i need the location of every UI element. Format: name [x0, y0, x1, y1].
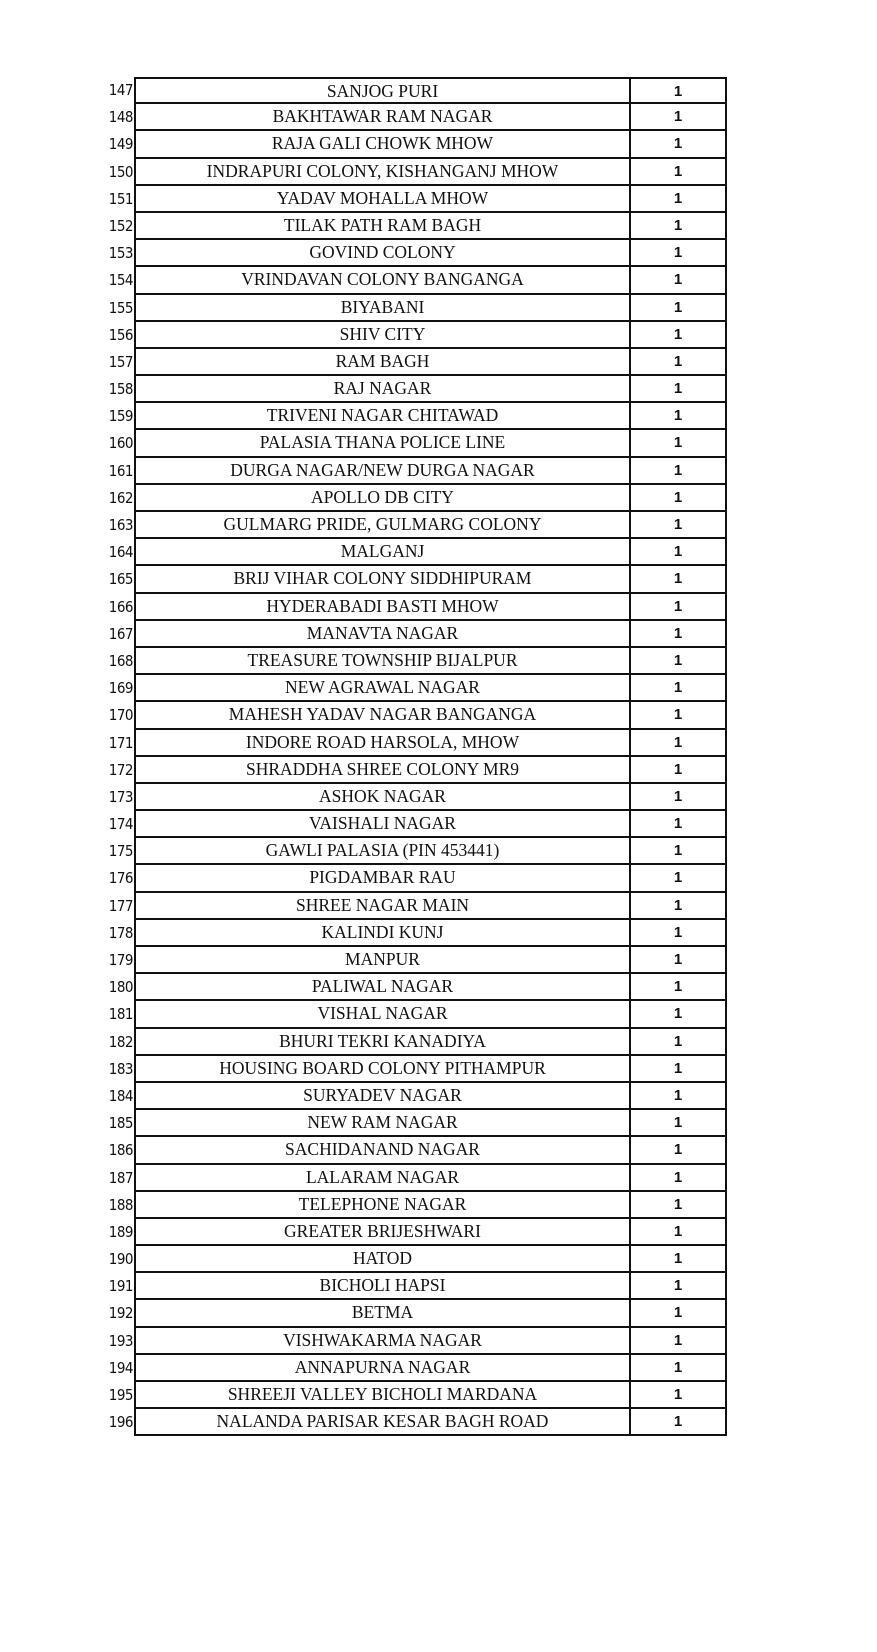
count-cell: 1 [631, 702, 727, 729]
count-cell: 1 [631, 131, 727, 158]
count-cell: 1 [631, 1355, 727, 1382]
count-cell: 1 [631, 947, 727, 974]
locality-cell: NALANDA PARISAR KESAR BAGH ROAD [134, 1409, 631, 1436]
count-cell: 1 [631, 1001, 727, 1028]
table-row [96, 1083, 727, 1110]
count-cell: 1 [631, 1110, 727, 1137]
row-number: 191 [108, 1277, 133, 1296]
row-number: 153 [108, 244, 133, 263]
table-row [96, 1328, 727, 1355]
row-number: 160 [108, 434, 133, 453]
row-number: 166 [108, 597, 133, 616]
count-cell: 1 [631, 811, 727, 838]
locality-cell: SANJOG PURI [134, 77, 631, 104]
row-number: 183 [108, 1059, 133, 1078]
table-row [96, 240, 727, 267]
locality-cell: NEW AGRAWAL NAGAR [134, 675, 631, 702]
row-number: 184 [108, 1086, 133, 1105]
count-cell: 1 [631, 594, 727, 621]
locality-cell: PIGDAMBAR RAU [134, 865, 631, 892]
table-row [96, 730, 727, 757]
locality-cell: GOVIND COLONY [134, 240, 631, 267]
count-cell: 1 [631, 1409, 727, 1436]
locality-cell: PALIWAL NAGAR [134, 974, 631, 1001]
row-number: 172 [108, 760, 133, 779]
row-number: 185 [108, 1114, 133, 1133]
table-row [96, 784, 727, 811]
table-row [96, 1219, 727, 1246]
table-row [96, 947, 727, 974]
table-row [96, 838, 727, 865]
count-cell: 1 [631, 974, 727, 1001]
row-number: 173 [108, 787, 133, 806]
locality-cell: MANPUR [134, 947, 631, 974]
locality-cell: SHREEJI VALLEY BICHOLI MARDANA [134, 1382, 631, 1409]
row-number: 176 [108, 869, 133, 888]
row-number: 150 [108, 162, 133, 181]
locality-cell: GULMARG PRIDE, GULMARG COLONY [134, 512, 631, 539]
table-row [96, 430, 727, 457]
count-cell: 1 [631, 1192, 727, 1219]
count-cell: 1 [631, 430, 727, 457]
table-row [96, 539, 727, 566]
row-number: 162 [108, 488, 133, 507]
count-cell: 1 [631, 1083, 727, 1110]
locality-cell: BAKHTAWAR RAM NAGAR [134, 104, 631, 131]
locality-cell: BETMA [134, 1300, 631, 1327]
table-row [96, 1001, 727, 1028]
count-cell: 1 [631, 675, 727, 702]
locality-cell: SURYADEV NAGAR [134, 1083, 631, 1110]
count-cell: 1 [631, 1056, 727, 1083]
locality-cell: MAHESH YADAV NAGAR BANGANGA [134, 702, 631, 729]
table-row [96, 1056, 727, 1083]
table-row [96, 893, 727, 920]
table-row [96, 1355, 727, 1382]
count-cell: 1 [631, 458, 727, 485]
count-cell: 1 [631, 1246, 727, 1273]
row-number: 187 [108, 1168, 133, 1187]
table-row [96, 621, 727, 648]
locality-cell: MANAVTA NAGAR [134, 621, 631, 648]
row-number: 149 [108, 135, 133, 154]
table-row [96, 566, 727, 593]
table-row [96, 1110, 727, 1137]
row-number: 151 [108, 189, 133, 208]
count-cell: 1 [631, 267, 727, 294]
row-number: 174 [108, 815, 133, 834]
table-row [96, 1382, 727, 1409]
count-cell: 1 [631, 376, 727, 403]
row-number: 175 [108, 842, 133, 861]
count-cell: 1 [631, 1300, 727, 1327]
locality-cell: SHIV CITY [134, 322, 631, 349]
row-number: 182 [108, 1032, 133, 1051]
locality-cell: BICHOLI HAPSI [134, 1273, 631, 1300]
locality-cell: VISHWAKARMA NAGAR [134, 1328, 631, 1355]
row-number: 189 [108, 1222, 133, 1241]
count-cell: 1 [631, 757, 727, 784]
table-row [96, 213, 727, 240]
count-cell: 1 [631, 512, 727, 539]
table-row [96, 865, 727, 892]
row-number: 188 [108, 1195, 133, 1214]
table-row [96, 675, 727, 702]
table-row [96, 159, 727, 186]
row-number: 194 [108, 1358, 133, 1377]
table-row [96, 1246, 727, 1273]
locality-cell: TILAK PATH RAM BAGH [134, 213, 631, 240]
table-row [96, 295, 727, 322]
row-number: 156 [108, 325, 133, 344]
locality-cell: RAM BAGH [134, 349, 631, 376]
row-number: 168 [108, 651, 133, 670]
table-row [96, 403, 727, 430]
locality-cell: PALASIA THANA POLICE LINE [134, 430, 631, 457]
table-row [96, 1273, 727, 1300]
row-number: 164 [108, 543, 133, 562]
row-number: 158 [108, 380, 133, 399]
locality-cell: BRIJ VIHAR COLONY SIDDHIPURAM [134, 566, 631, 593]
row-number: 180 [108, 978, 133, 997]
table-row [96, 1300, 727, 1327]
locality-cell: GREATER BRIJESHWARI [134, 1219, 631, 1246]
row-number: 179 [108, 951, 133, 969]
row-number: 192 [108, 1304, 133, 1323]
count-cell: 1 [631, 213, 727, 240]
table-row [96, 186, 727, 213]
row-number: 178 [108, 923, 133, 942]
count-cell: 1 [631, 1137, 727, 1164]
count-cell: 1 [631, 104, 727, 131]
table-row [96, 1192, 727, 1219]
table-row [96, 1409, 727, 1436]
locality-cell: APOLLO DB CITY [134, 485, 631, 512]
count-cell: 1 [631, 1328, 727, 1355]
count-cell: 1 [631, 920, 727, 947]
table-row [96, 757, 727, 784]
row-number: 190 [108, 1250, 133, 1269]
count-cell: 1 [631, 893, 727, 920]
row-number: 152 [108, 216, 133, 235]
table-row [96, 811, 727, 838]
table-row [96, 512, 727, 539]
locality-cell: HOUSING BOARD COLONY PITHAMPUR [134, 1056, 631, 1083]
row-number: 148 [108, 108, 133, 127]
row-number: 169 [108, 679, 133, 698]
count-cell: 1 [631, 1382, 727, 1409]
table-row [96, 1137, 727, 1164]
count-cell: 1 [631, 730, 727, 757]
count-cell: 1 [631, 403, 727, 430]
locality-cell: KALINDI KUNJ [134, 920, 631, 947]
locality-cell: SHREE NAGAR MAIN [134, 893, 631, 920]
row-number: 161 [108, 461, 133, 480]
locality-cell: SHRADDHA SHREE COLONY MR9 [134, 757, 631, 784]
locality-cell: BIYABANI [134, 295, 631, 322]
locality-cell: BHURI TEKRI KANADIYA [134, 1029, 631, 1056]
row-number: 154 [108, 271, 133, 290]
count-cell: 1 [631, 322, 727, 349]
count-cell: 1 [631, 1273, 727, 1300]
table-row [96, 104, 727, 131]
count-cell: 1 [631, 349, 727, 376]
count-cell: 1 [631, 539, 727, 566]
row-number: 195 [108, 1386, 133, 1404]
locality-cell: VRINDAVAN COLONY BANGANGA [134, 267, 631, 294]
row-number: 163 [108, 516, 133, 534]
count-cell: 1 [631, 1029, 727, 1056]
row-number: 167 [108, 624, 133, 643]
row-number: 147 [108, 81, 133, 99]
count-cell: 1 [631, 865, 727, 892]
table-row [96, 267, 727, 294]
locality-cell: ANNAPURNA NAGAR [134, 1355, 631, 1382]
count-cell: 1 [631, 1219, 727, 1246]
count-cell: 1 [631, 186, 727, 213]
row-number: 196 [108, 1413, 133, 1432]
locality-cell: HYDERABADI BASTI MHOW [134, 594, 631, 621]
row-number: 159 [108, 407, 133, 426]
table-row [96, 974, 727, 1001]
locality-cell: HATOD [134, 1246, 631, 1273]
count-cell: 1 [631, 77, 727, 104]
count-cell: 1 [631, 621, 727, 648]
locality-cell: NEW RAM NAGAR [134, 1110, 631, 1137]
table-row [96, 920, 727, 947]
row-number: 181 [108, 1005, 133, 1024]
locality-cell: INDRAPURI COLONY, KISHANGANJ MHOW [134, 159, 631, 186]
locality-cell: TELEPHONE NAGAR [134, 1192, 631, 1219]
row-number: 155 [108, 298, 133, 317]
count-cell: 1 [631, 838, 727, 865]
table-row [96, 131, 727, 158]
table-row [96, 485, 727, 512]
row-number: 171 [108, 733, 133, 752]
table-row [96, 322, 727, 349]
count-cell: 1 [631, 159, 727, 186]
locality-cell: DURGA NAGAR/NEW DURGA NAGAR [134, 458, 631, 485]
table-row [96, 702, 727, 729]
locality-cell: VISHAL NAGAR [134, 1001, 631, 1028]
count-cell: 1 [631, 1165, 727, 1192]
row-number: 170 [108, 706, 133, 725]
count-cell: 1 [631, 295, 727, 322]
table-row [96, 77, 727, 104]
locality-cell: SACHIDANAND NAGAR [134, 1137, 631, 1164]
locality-cell: RAJ NAGAR [134, 376, 631, 403]
locality-cell: VAISHALI NAGAR [134, 811, 631, 838]
locality-cell: TRIVENI NAGAR CHITAWAD [134, 403, 631, 430]
locality-cell: YADAV MOHALLA MHOW [134, 186, 631, 213]
locality-table [96, 77, 727, 1436]
row-number: 186 [108, 1141, 133, 1160]
row-number: 193 [108, 1331, 133, 1350]
locality-cell: MALGANJ [134, 539, 631, 566]
table-row [96, 376, 727, 403]
locality-cell: LALARAM NAGAR [134, 1165, 631, 1192]
table-row [96, 1165, 727, 1192]
locality-cell: INDORE ROAD HARSOLA, MHOW [134, 730, 631, 757]
table-row [96, 648, 727, 675]
locality-cell: GAWLI PALASIA (PIN 453441) [134, 838, 631, 865]
count-cell: 1 [631, 566, 727, 593]
count-cell: 1 [631, 240, 727, 267]
count-cell: 1 [631, 784, 727, 811]
table-row [96, 458, 727, 485]
row-number: 157 [108, 352, 133, 371]
row-number: 165 [108, 570, 133, 589]
locality-cell: ASHOK NAGAR [134, 784, 631, 811]
table-row [96, 1029, 727, 1056]
count-cell: 1 [631, 648, 727, 675]
count-cell: 1 [631, 485, 727, 512]
locality-cell: RAJA GALI CHOWK MHOW [134, 131, 631, 158]
table-row [96, 349, 727, 376]
table-row [96, 594, 727, 621]
locality-cell: TREASURE TOWNSHIP BIJALPUR [134, 648, 631, 675]
row-number: 177 [108, 896, 133, 915]
